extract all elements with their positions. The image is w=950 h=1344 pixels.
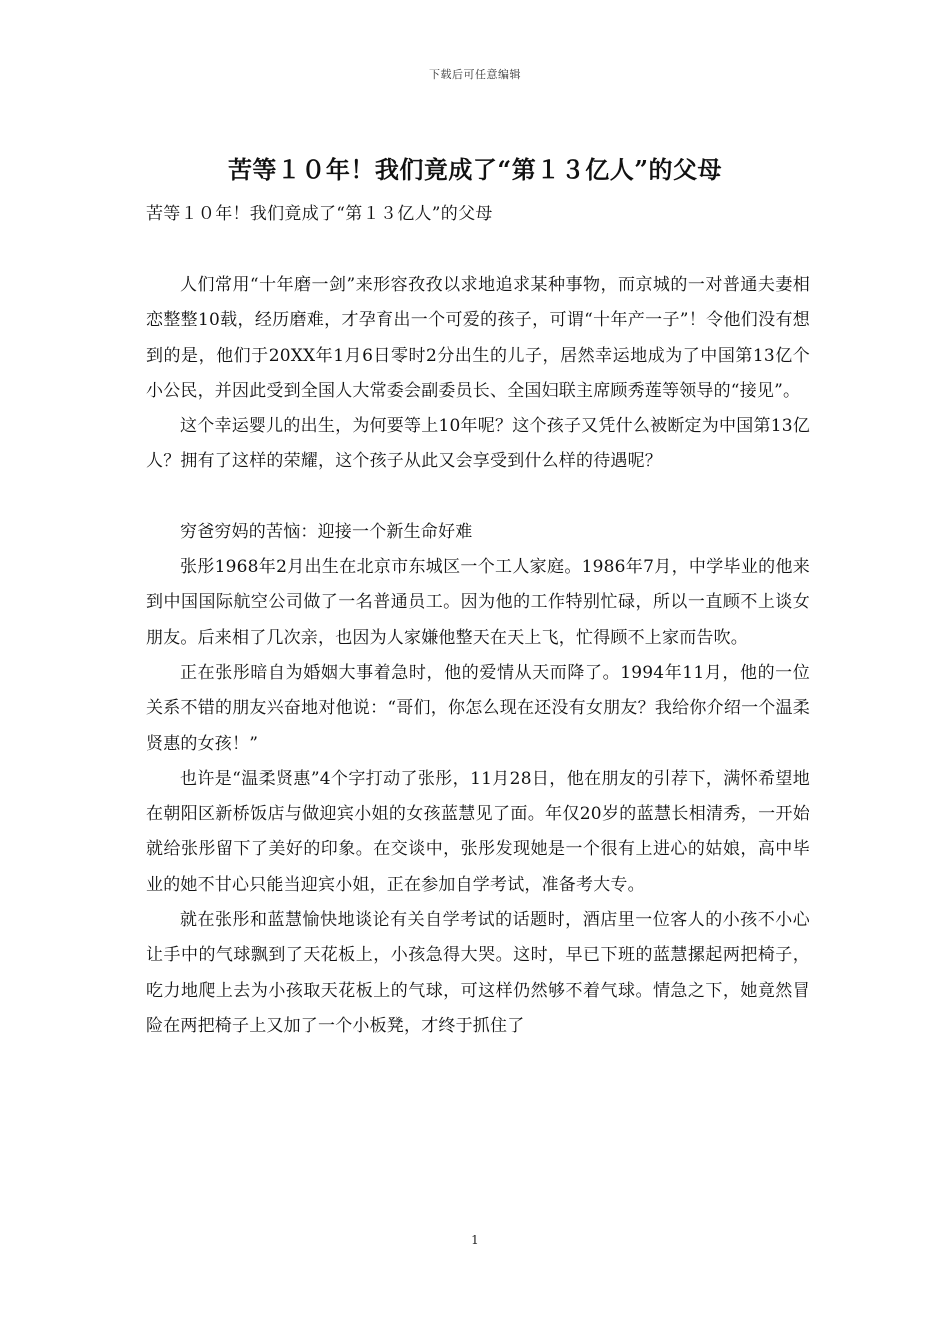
- paragraph-zhangtong-background: 张彤1968年2月出生在北京市东城区一个工人家庭。1986年7月，中学毕业的他来到中国国际航空公司做了一名普通员工。因为他的工作特别忙碌，所以一直顾不上谈女朋友。后来相了几次亲，也因为人家嫌他整天在天上飞，忙得顾不上家而告吹。: [146, 557, 810, 648]
- paragraph-first-meeting: 也许是“温柔贤惠”4个字打动了张彤，11月28日，他在朋友的引荐下，满怀希望地在朝阳区新桥饭店与做迎宾小姐的女孩蓝慧见了面。年仅20岁的蓝慧长相清秀，一开始就给张彤留下了美好的印象。在交谈中，张彤发现她是一个很有上进心的姑娘，高中毕业的她不甘心只能当迎宾小姐，正在参加自学考试，准备考大专。: [146, 768, 810, 895]
- article-body: [146, 268, 810, 1044]
- paragraph-balloon: 就在张彤和蓝慧愉快地谈论有关自学考试的话题时，酒店里一位客人的小孩不小心让手中的气球飘到了天花板上，小孩急得大哭。这时，早已下班的蓝慧摞起两把椅子，吃力地爬上去为小孩取天花板上的气球，可这样仍然够不着气球。情急之下，她竟然冒险在两把椅子上又加了一个小板凳，才终于抓住了: [146, 910, 810, 1036]
- paragraph-friend-introduction: 正在张彤暗自为婚姻大事着急时，他的爱情从天而降了。1994年11月，他的一位关系不错的朋友兴奋地对他说：“哥们，你怎么现在还没有女朋友？我给你介绍一个温柔贤惠的女孩！”: [146, 662, 810, 754]
- paragraph-question: 这个幸运婴儿的出生，为何要等上10年呢？这个孩子又凭什么被断定为中国第13亿人？拥有了这样的荣耀，这个孩子从此又会享受到什么样的待遇呢？: [146, 416, 810, 472]
- document-subtitle: 苦等１０年！我们竟成了“第１３亿人”的父母: [146, 204, 493, 224]
- page-number: 1: [471, 1233, 479, 1247]
- page-header: 下载后可任意编辑: [429, 68, 521, 81]
- paragraph-intro: 人们常用“十年磨一剑”来形容孜孜以求地追求某种事物，而京城的一对普通夫妻相恋整整10载，经历磨难，才孕育出一个可爱的孩子，可谓“十年产一子”！令他们没有想到的是，他们于20XX年1月6日零时2分出生的儿子，居然幸运地成为了中国第13亿个小公民，并因此受到全国人大常委会副委员长、全国妇联主席顾秀莲等领导的“接见”。: [146, 275, 810, 401]
- document-title: 苦等１０年！我们竟成了“第１３亿人”的父母: [227, 155, 723, 184]
- section-heading: 穷爸穷妈的苦恼：迎接一个新生命好难: [180, 521, 473, 542]
